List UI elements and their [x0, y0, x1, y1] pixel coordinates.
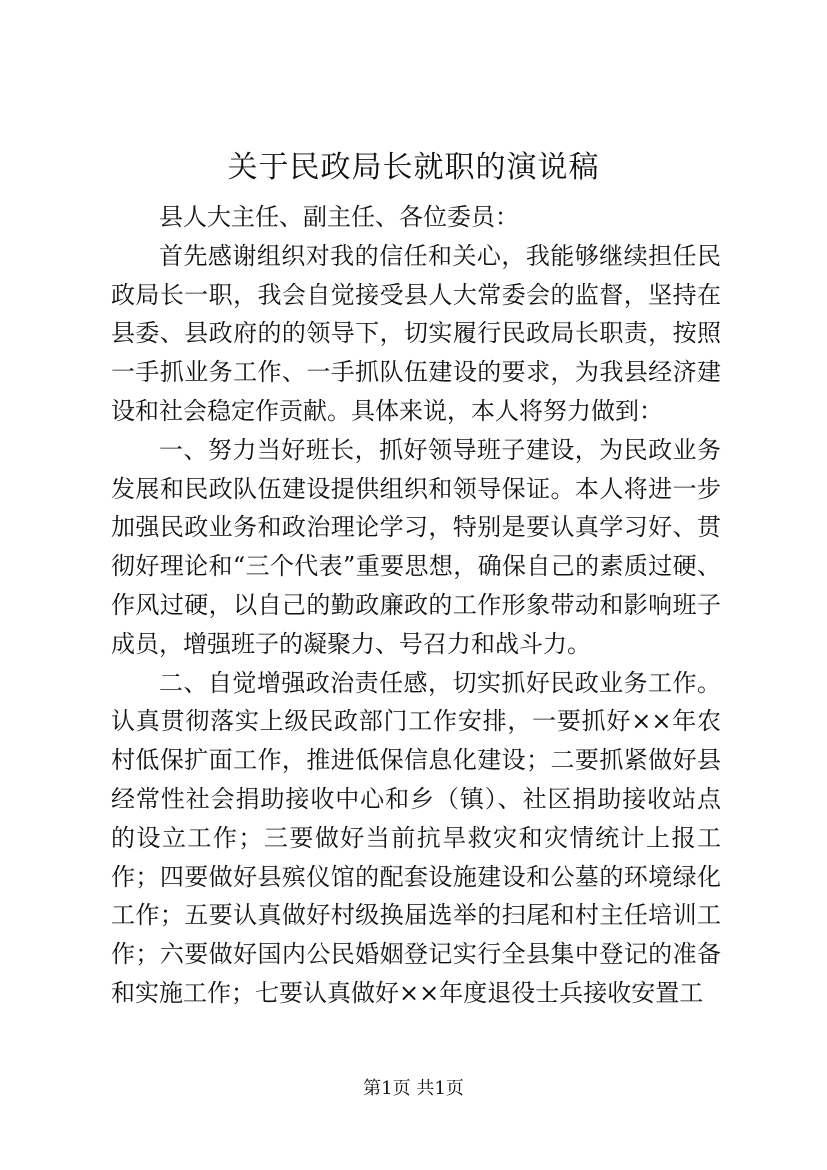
salutation-paragraph: 县人大主任、副主任、各位委员： — [159, 203, 519, 231]
document-title: 关于民政局长就职的演说稿 — [227, 150, 600, 185]
page-number-footer: 第1页 共1页 — [363, 1078, 464, 1099]
section-two-paragraph: 二、自觉增强政治责任感，切实抓好民政业务工作。认真贯彻落实上级民政部门工作安排，一要抓好××年农村低保扩面工作，推进低保信息化建设；二要抓紧做好县经常性社会捐助接收中心和乡（镇）、社区捐助接收站点的设立工作；三要做好当前抗旱救灾和灾情统计上报工作；四要做好县殡仪馆的配套设施建设和公墓的环境绿化工作；五要认真做好村级换届选举的扫尾和村主任培训工作；六要做好国内公民婚姻登记实行全县集中登记的准备和实施工作；七要认真做好××年度退役士兵接收安置工 — [111, 668, 721, 1007]
section-one-paragraph: 一、努力当好班长，抓好领导班子建设，为民政业务发展和民政队伍建设提供组织和领导保证。本人将进一步加强民政业务和政治理论学习，特别是要认真学习好、贯彻好理论和“三个代表”重要思想，确保自己的素质过硬、作风过硬，以自己的勤政廉政的工作形象带动和影响班子成员，增强班子的凝聚力、号召力和战斗力。 — [111, 435, 721, 658]
intro-paragraph: 首先感谢组织对我的信任和关心，我能够继续担任民政局长一职，我会自觉接受县人大常委会的监督，坚持在县委、县政府的的领导下，切实履行民政局长职责，按照一手抓业务工作、一手抓队伍建设的要求，为我县经济建设和社会稳定作贡献。具体来说，本人将努力做到： — [111, 241, 721, 425]
document-body — [111, 198, 721, 1013]
